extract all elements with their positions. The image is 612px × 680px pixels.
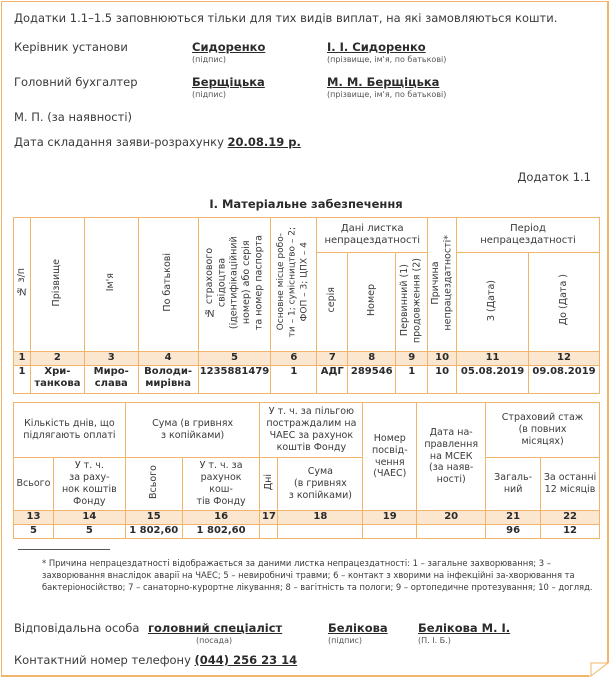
section-title: І. Матеріальне забезпечення	[209, 197, 403, 211]
appendix-label: Додаток 1.1	[517, 170, 591, 184]
responsible-position: головний спеціаліст	[148, 621, 283, 635]
cell-text: та номер паспорта	[253, 234, 264, 331]
cell-text: Всього	[147, 465, 159, 500]
table-cell: 15	[125, 511, 182, 525]
cell-text: місяцях)	[521, 435, 564, 447]
cell-text: З (Дата)	[486, 279, 498, 321]
table-cell: 20	[417, 511, 486, 525]
head-signature-caption: (підпис)	[192, 55, 227, 64]
cell-patronymic	[138, 365, 198, 393]
cell-text: тів Фонду	[196, 495, 246, 507]
cell-text: ності)	[436, 474, 466, 486]
table-cell: 2	[30, 352, 84, 366]
cell-text: Причина	[429, 260, 441, 305]
table-cell: 21	[486, 511, 541, 525]
header-workplace	[271, 218, 317, 352]
accountant-signature-caption: (підпис)	[192, 90, 227, 99]
cell-text: з копійками)	[160, 430, 225, 441]
phone-value: (044) 256 23 14	[194, 653, 298, 667]
cell-text: Дні	[262, 473, 274, 491]
header-insurance	[198, 218, 271, 352]
cell-text: кош-	[209, 484, 233, 495]
cell-text: номер) або серія	[240, 240, 252, 325]
accountant-name: М. М. Берщіцька	[327, 75, 440, 89]
cell-text: посвід-	[372, 444, 408, 456]
footnote: * Причина непрацездатності відображається за даними листка непрацездатності: 1 – загальне захворювання; 3 – захворювання внаслідок аварії на ЧАЕС; 5 – невиробничі травми; 6 – контакт з хворими на інфекційні за-хворювання та бактеріоносійство; 7 – санаторно-курортне лікування; 8 – вагітність та пологи; 9 – ортопедичне протезування; 10 – догляд.	[42, 558, 593, 592]
cell-surname	[30, 365, 84, 393]
cell-text: Фонду	[73, 495, 106, 507]
table-cell: 1	[14, 352, 31, 366]
table-cell: 8	[348, 352, 396, 366]
table-cell: 12	[529, 352, 600, 366]
cell-text: Ім'я	[105, 273, 117, 292]
cell-workplace: 1	[271, 365, 317, 393]
cell-text: Прізвище	[51, 258, 63, 307]
cell-text: У т. ч.	[74, 460, 104, 472]
cell-text: Номер	[373, 432, 406, 444]
header-period-group	[457, 218, 600, 253]
cell-text: Кількість днів, що	[24, 418, 115, 430]
intro-text: Додатки 1.1–1.5 заповнюються тільки для тих видів виплат, на які замовляються кошти.	[14, 11, 558, 25]
header-to	[529, 253, 600, 352]
header-name	[84, 218, 138, 352]
cell-text: Основне місце робо-	[276, 233, 287, 332]
cell-insurance: 1235881479	[198, 365, 271, 393]
cell-text: Період	[510, 222, 546, 234]
cell-exp-total: 96	[486, 524, 541, 538]
cell-text: Володи-	[144, 365, 193, 377]
responsible-position-caption: (посада)	[196, 636, 233, 645]
cell-sum-fund: 1 802,60	[182, 524, 260, 538]
table-cell: 19	[363, 511, 417, 525]
cell-text	[399, 258, 424, 343]
head-name: І. І. Сидоренко	[327, 40, 426, 54]
responsible-name: Белікова М. І.	[418, 621, 511, 635]
cell-text: коштів Фонду	[276, 441, 347, 453]
responsible-signature-caption: (підпис)	[328, 636, 363, 645]
responsible-name-caption: (П. І. Б.)	[418, 636, 451, 645]
header-cert	[363, 403, 417, 511]
cell-exp-12: 12	[541, 524, 600, 538]
stamp-label: М. П. (за наявності)	[14, 110, 133, 124]
table-cell: 11	[457, 352, 529, 366]
footnote-divider	[18, 549, 110, 550]
table-cell: 13	[14, 511, 54, 525]
header-exp-total	[486, 458, 541, 511]
column-numbers-row-2	[14, 511, 600, 525]
cell-text: Сума (в гривнях	[152, 418, 234, 430]
cell-text: По батькові	[161, 253, 173, 312]
table-cell: 14	[53, 511, 125, 525]
cell-text: Дані листка	[340, 222, 404, 234]
cell-no: 1	[14, 365, 31, 393]
cell-text: Хри-	[44, 365, 71, 377]
table-cell: 10	[428, 352, 457, 366]
accountant-role-label: Головний бухгалтер	[14, 75, 138, 89]
header-series	[317, 253, 348, 352]
cell-text: № з/п	[15, 268, 27, 297]
cell-text: продовження (2)	[411, 257, 423, 343]
table-cell: 9	[396, 352, 428, 366]
benefit-table	[13, 217, 600, 394]
header-chaes-group	[260, 403, 363, 458]
date-label	[14, 135, 301, 149]
cell-text: на МСЕК	[429, 450, 473, 462]
cell-text: слава	[94, 378, 128, 389]
cell-text: рахунок	[200, 472, 242, 484]
cell-series: АДГ	[317, 365, 348, 393]
cell-text: № страхового	[203, 247, 215, 318]
cell-cert	[363, 524, 417, 538]
cell-text	[276, 227, 311, 337]
accountant-name-caption: (прізвище, ім'я, по батькові)	[327, 90, 447, 99]
table-row	[14, 365, 600, 393]
phone-line	[14, 653, 297, 667]
table-cell: 5	[198, 352, 271, 366]
cell-chaes-days	[260, 524, 278, 538]
cell-text: непрацездатності	[324, 235, 421, 246]
cell-text: У т. ч. за	[199, 460, 243, 472]
cell-text: Загаль-	[494, 472, 532, 484]
cell-days-fund: 5	[53, 524, 125, 538]
cell-text: (ЧАЕС)	[373, 468, 407, 480]
header-from	[457, 253, 529, 352]
header-surname	[30, 218, 84, 352]
cell-text: Первинний (1)	[399, 264, 411, 337]
cell-text: Сума	[307, 466, 333, 478]
cell-text: непрацездатності	[480, 235, 576, 246]
cell-days-total: 5	[14, 524, 54, 538]
table-cell: 22	[541, 511, 600, 525]
cell-text: (в гривнях	[294, 478, 347, 490]
header-patronymic	[138, 218, 198, 352]
cell-text: чення	[374, 456, 405, 468]
cell-text: нок коштів	[61, 484, 117, 495]
cell-from: 05.08.2019	[457, 365, 529, 393]
head-name-caption: (прізвище, ім'я, по батькові)	[327, 55, 447, 64]
cell-text: мирівна	[145, 378, 191, 389]
header-sheet-group	[317, 218, 428, 253]
cell-text: серія	[326, 287, 338, 313]
cell-text: ний	[503, 484, 523, 495]
cell-text: До (Дата )	[557, 274, 569, 326]
head-signature: Сидоренко	[192, 40, 266, 54]
header-exp-group	[486, 403, 600, 458]
cell-text	[430, 235, 455, 331]
date-label-text: Дата складання заяви-розрахунку	[14, 135, 224, 149]
table-cell: 16	[182, 511, 260, 525]
cell-to: 09.08.2019	[529, 365, 600, 393]
table-row	[14, 524, 600, 538]
cell-text: непрацездатності*	[442, 234, 454, 331]
table-cell: 3	[84, 352, 138, 366]
cell-chaes-sum	[278, 524, 363, 538]
cell-name	[84, 365, 138, 393]
header-days-group	[14, 403, 126, 458]
page-curl-icon	[589, 657, 609, 677]
header-sum-total	[125, 458, 182, 511]
cell-number: 289546	[348, 365, 396, 393]
cell-text: За останні	[543, 472, 597, 484]
cell-text: Номер	[365, 284, 377, 317]
table-cell: 6	[271, 352, 317, 366]
cell-text: правлення	[424, 438, 479, 450]
cell-text: Миро-	[93, 365, 129, 377]
header-days-total: Всього	[14, 458, 54, 511]
responsible-signature: Белікова	[328, 621, 388, 635]
column-numbers-row	[14, 352, 600, 366]
accountant-signature: Берщіцька	[192, 75, 265, 89]
cell-text: танкова	[34, 378, 81, 389]
table-cell: 4	[138, 352, 198, 366]
header-sum-fund	[182, 458, 260, 511]
header-no	[14, 218, 31, 352]
header-primary	[396, 253, 428, 352]
document-page	[1, 1, 609, 677]
date-value: 20.08.19 р.	[227, 135, 301, 149]
head-role-label: Керівник установи	[14, 40, 128, 54]
cell-text: з копійками)	[288, 489, 353, 501]
cell-text: (за наяв-	[428, 462, 474, 474]
table-cell: 18	[278, 511, 363, 525]
cell-text: 12 місяців	[544, 484, 596, 495]
cell-text: за раху-	[69, 472, 110, 484]
cell-reason: 10	[428, 365, 457, 393]
cell-sum-total: 1 802,60	[125, 524, 182, 538]
cell-text	[204, 235, 266, 330]
cell-text: Дата на-	[429, 426, 473, 438]
cell-primary: 1	[396, 365, 428, 393]
cell-text: ти – 1; сумісництво – 2;	[288, 227, 299, 338]
header-reason	[428, 218, 457, 352]
header-exp-12	[541, 458, 600, 511]
payment-table	[13, 402, 600, 539]
cell-text: Страховий стаж	[501, 412, 584, 424]
header-number	[348, 253, 396, 352]
table-cell: 7	[317, 352, 348, 366]
cell-text: (в повних	[518, 424, 567, 436]
cell-text: ЧАЕС за рахунок	[269, 430, 354, 441]
header-sum-group	[125, 403, 260, 458]
phone-label: Контактний номер телефону	[14, 653, 191, 667]
cell-text: постраждалим на	[266, 418, 357, 430]
table-cell: 17	[260, 511, 278, 525]
header-chaes-sum	[278, 458, 363, 511]
responsible-label: Відповідальна особа	[14, 621, 140, 635]
cell-text: підлягають оплаті	[23, 430, 116, 441]
cell-text: (ідентифікаційний	[228, 236, 240, 329]
cell-text: свідоцтва	[215, 257, 227, 308]
header-msek	[417, 403, 486, 511]
cell-text: У т. ч. за пільгою	[268, 406, 355, 418]
header-days-fund	[53, 458, 125, 511]
cell-text: ФОП – 3; ЦПХ – 4	[299, 242, 310, 323]
header-chaes-days	[260, 458, 278, 511]
cell-msek	[417, 524, 486, 538]
